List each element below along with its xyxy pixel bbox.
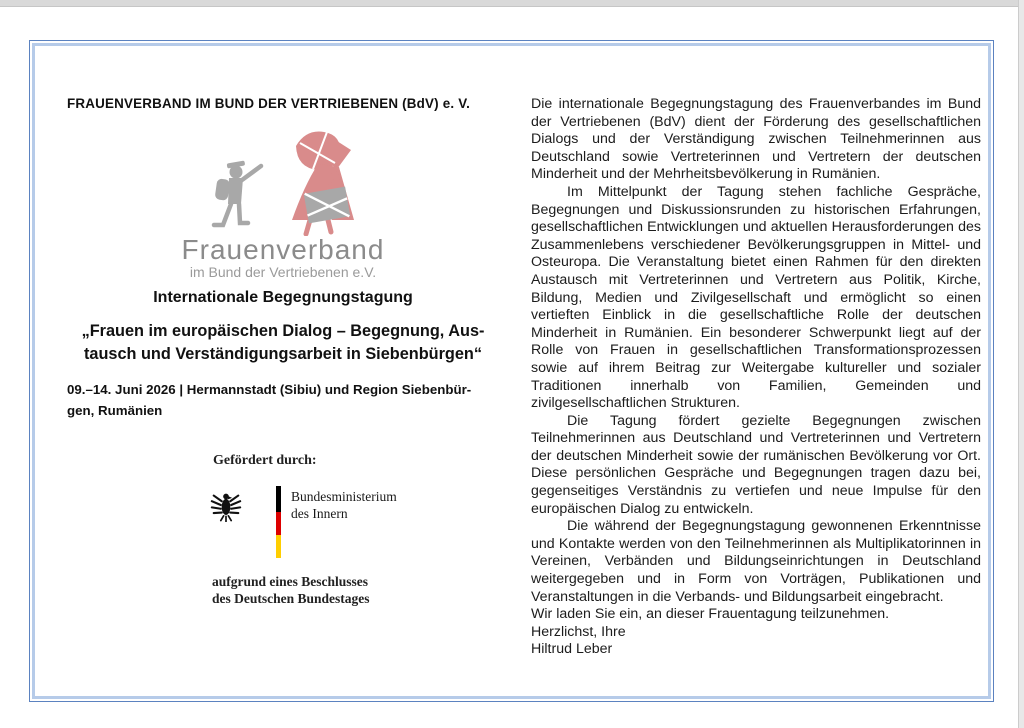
body-paragraph-encounters: Die Tagung fördert gezielte Begegnungen zwischen Teilnehmerinnen aus Deutschland und Vertreterinnen und Vertretern der deutschen Minderheit sowie der rumänischen Bevölkerung vor Ort. Diese persönlichen Gespräche und Begegnungen tragen dazu bei, gegenseitiges Verständnis zu vertiefen und neue Impulse für den europäischen Dialog zu entwickeln. <box>531 412 981 517</box>
flag-stripe <box>276 486 281 558</box>
closing-signature-name: Hiltrud Leber <box>531 641 613 658</box>
ministry-name-line1: Bundesministerium <box>291 489 397 504</box>
funding-note <box>212 574 370 607</box>
organization-header: FRAUENVERBAND IM BUND DER VERTRIEBENEN (BdV) e. V. <box>67 96 471 111</box>
event-title: Internationale Begegnungstagung <box>153 289 413 306</box>
frauenverband-logo-icon <box>176 124 386 236</box>
event-subtitle-line2: tausch und Verständigungsarbeit in Siebenbürgen“ <box>83 345 483 363</box>
funding-note-line2: des Deutschen Bundestages <box>212 590 370 606</box>
logo-wordmark: Frauenverband <box>181 234 385 265</box>
left-column <box>67 96 499 686</box>
ministry-logo <box>209 486 439 566</box>
body-paragraph-intro: Die internationale Begegnungstagung des Frauenverbandes im Bund der Vertriebenen (BdV) dient der Förderung des gesellschaftlichen Dialogs und der Verständigung zwischen Teilnehmerinnen aus Deutschland sowie Vertreterinnen und Vertretern der deutschen Minderheit und der Mehrheitsbevölkerung in Rumänien. <box>531 96 981 183</box>
flag-gold <box>276 535 281 558</box>
body-text-column <box>531 96 981 659</box>
event-subtitle <box>67 320 499 366</box>
event-date-location <box>67 379 499 421</box>
funding-label: Gefördert durch: <box>213 453 317 468</box>
funding-note-line1: aufgrund eines Beschlusses <box>212 574 369 589</box>
window-top-edge <box>0 0 1024 7</box>
window-right-edge <box>1018 0 1024 728</box>
closing-invitation: Wir laden Sie ein, an dieser Frauentagung teilzunehmen. <box>531 606 890 623</box>
federal-eagle-icon <box>209 488 243 522</box>
body-paragraph-focus: Im Mittelpunkt der Tagung stehen fachliche Gespräche, Begegnungen und Diskussionsrunden zu historischen Erfahrungen, gesellschaftlichen Entwicklungen und aktuellen Herausforderungen des Zusammenlebens verschiedener Bevölkerungsgruppen in Mittel- und Osteuropa. Die Veranstaltung bietet einen Rahmen für den direkten Austausch mit Vertreterinnen und Vertretern aus Politik, Kirche, Bildung, Medien und Zivilgesellschaft und ermöglicht so einen vertieften Einblick in die gesellschaftliche Rolle der deutschen Minderheit in Rumänien. Ein besonderer Schwerpunkt liegt auf der Rolle von Frauen in gesellschaftlichen Transformationsprozessen sowie auf ihrem Beitrag zur Weitergabe kultureller und sozialer Traditionen innerhalb von Familien, Gemeinden und zivilgesellschaftlichen Strukturen. <box>531 183 981 412</box>
ministry-name <box>291 489 397 522</box>
ministry-name-line2: des Innern <box>291 505 348 521</box>
event-date-line2: gen, Rumänien <box>67 403 163 418</box>
page-border-frame <box>32 43 991 699</box>
flag-black <box>276 486 281 512</box>
event-subtitle-line1: „Frauen im europäischen Dialog – Begegnung, Aus- <box>81 322 485 340</box>
flag-red <box>276 512 281 535</box>
document-page <box>29 40 994 702</box>
closing-salutation: Herzlichst, Ihre <box>531 623 626 640</box>
event-date-line1: 09.–14. Juni 2026 | Hermannstadt (Sibiu) und Region Siebenbür- <box>67 382 472 397</box>
body-paragraph-multipliers: Die während der Begegnungstagung gewonnenen Erkenntnisse und Kontakte werden von den Teilnehmerinnen als Multiplikatorinnen in Vereinen, Verbänden und Bildungseinrichtungen in Deutschland weitergegeben und in Form von Vorträgen, Publikationen und Veranstaltungen in die Verbands- und Bildungsarbeit eingebracht. <box>531 518 981 605</box>
logo-subtitle: im Bund der Vertriebenen e.V. <box>189 264 377 280</box>
